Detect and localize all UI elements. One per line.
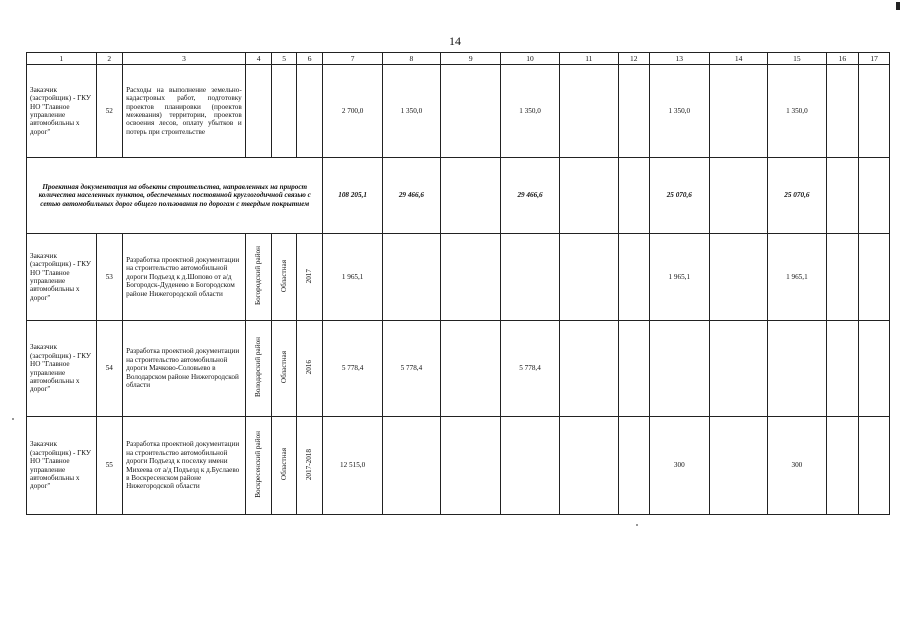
value-cell [859,417,890,515]
row-number: 55 [96,417,123,515]
object-description: Разработка проектной документации на строительство автомобильной дороги Подъезд к д.Шопово от а/д Богородск-Дуденево в Богородском районе Нижегородской области [123,234,246,321]
scan-mark [896,2,900,10]
col-header: 2 [96,53,123,65]
level-text: Областная [279,259,288,292]
value-cell [618,417,649,515]
years-cell [296,321,323,417]
col-header: 17 [859,53,890,65]
value-cell [559,65,618,158]
summary-value: 29 466,6 [501,158,559,234]
value-cell [709,234,767,321]
value-cell [382,234,440,321]
value-cell [826,321,859,417]
col-header: 8 [382,53,440,65]
level-text: Областная [279,448,288,481]
row-number: 52 [96,65,123,158]
value-cell [559,321,618,417]
district-text: Володарский район [254,337,263,398]
col-header: 7 [323,53,382,65]
value-cell: 5 778,4 [323,321,382,417]
years-text: 2017 [305,268,314,283]
value-cell [618,234,649,321]
value-cell [441,65,501,158]
value-cell: 300 [768,417,826,515]
value-cell: 1 965,1 [649,234,709,321]
value-cell [826,234,859,321]
value-cell [441,417,501,515]
row-number: 54 [96,321,123,417]
value-cell [826,65,859,158]
object-description: Расходы на выполнение земельно-кадастровых работ, подготовку проектов планировки (проектов межевания) территории, проектов освоения лесов, оплату убытков и потерь при строительстве [123,65,246,158]
level-cell [272,321,297,417]
value-cell: 5 778,4 [501,321,559,417]
budget-table [26,52,890,515]
col-header: 4 [245,53,272,65]
value-cell [559,234,618,321]
district-cell [245,234,272,321]
district-text: Воскресенский район [254,430,263,498]
customer-cell: Заказчик (застройщик) - ГКУ НО "Главное управление автомобильны х дорог" [27,321,97,417]
scan-speck [12,418,14,420]
summary-label: Проектная документация на объекты строительства, направленных на прирост количества населенных пунктов, обеспеченных постоянной круглогодичной связью с сетью автомобильных дорог общего пользования по дорогам с твердым покрытием [27,158,323,234]
value-cell [618,65,649,158]
value-cell: 300 [649,417,709,515]
level-cell [272,65,297,158]
page-number: 14 [449,34,461,48]
district-cell [245,417,272,515]
col-header: 15 [768,53,826,65]
years-cell [296,234,323,321]
row-number: 53 [96,234,123,321]
summary-value: 25 070,6 [649,158,709,234]
value-cell [441,321,501,417]
col-header: 6 [296,53,323,65]
col-header: 5 [272,53,297,65]
value-cell [826,417,859,515]
value-cell: 12 515,0 [323,417,382,515]
district-cell [245,65,272,158]
value-cell: 1 350,0 [768,65,826,158]
value-cell [859,65,890,158]
column-number-row [27,53,890,65]
col-header: 10 [501,53,559,65]
col-header: 3 [123,53,246,65]
summary-value [709,158,767,234]
col-header: 9 [441,53,501,65]
value-cell [501,417,559,515]
col-header: 1 [27,53,97,65]
value-cell [649,321,709,417]
summary-value [826,158,859,234]
summary-value [618,158,649,234]
customer-cell: Заказчик (застройщик) - ГКУ НО "Главное управление автомобильны х дорог" [27,65,97,158]
col-header: 14 [709,53,767,65]
level-cell [272,234,297,321]
value-cell: 1 350,0 [501,65,559,158]
table-row [27,65,890,158]
summary-row [27,158,890,234]
value-cell: 2 700,0 [323,65,382,158]
summary-value: 108 205,1 [323,158,382,234]
summary-value [859,158,890,234]
value-cell [501,234,559,321]
value-cell [768,321,826,417]
table-row [27,234,890,321]
years-text: 2017-2018 [305,448,314,480]
col-header: 11 [559,53,618,65]
district-cell [245,321,272,417]
level-text: Областная [279,351,288,384]
years-cell [296,417,323,515]
customer-cell: Заказчик (застройщик) - ГКУ НО "Главное управление автомобильны х дорог" [27,234,97,321]
table-row [27,321,890,417]
value-cell [709,321,767,417]
value-cell: 1 965,1 [768,234,826,321]
col-header: 12 [618,53,649,65]
col-header: 16 [826,53,859,65]
value-cell [859,234,890,321]
summary-value: 25 070,6 [768,158,826,234]
value-cell: 1 965,1 [323,234,382,321]
district-text: Богородский район [254,246,263,306]
value-cell [709,65,767,158]
value-cell: 5 778,4 [382,321,440,417]
value-cell [559,417,618,515]
value-cell: 1 350,0 [649,65,709,158]
value-cell [382,417,440,515]
value-cell [709,417,767,515]
table-row [27,417,890,515]
value-cell: 1 350,0 [382,65,440,158]
years-text: 2016 [305,360,314,375]
value-cell [859,321,890,417]
level-cell [272,417,297,515]
summary-value: 29 466,6 [382,158,440,234]
customer-cell: Заказчик (застройщик) - ГКУ НО "Главное управление автомобильны х дорог" [27,417,97,515]
col-header: 13 [649,53,709,65]
value-cell [618,321,649,417]
summary-value [441,158,501,234]
summary-value [559,158,618,234]
scan-speck [636,524,638,526]
object-description: Разработка проектной документации на строительство автомобильной дороги Подъезд к поселку имени Михеева от а/д Подъезд к д.Буслаево в Воскресенском районе Нижегородской области [123,417,246,515]
years-cell [296,65,323,158]
value-cell [441,234,501,321]
object-description: Разработка проектной документации на строительство автомобильной дороги Мачково-Соловьево в Володарском районе Нижегородской области [123,321,246,417]
